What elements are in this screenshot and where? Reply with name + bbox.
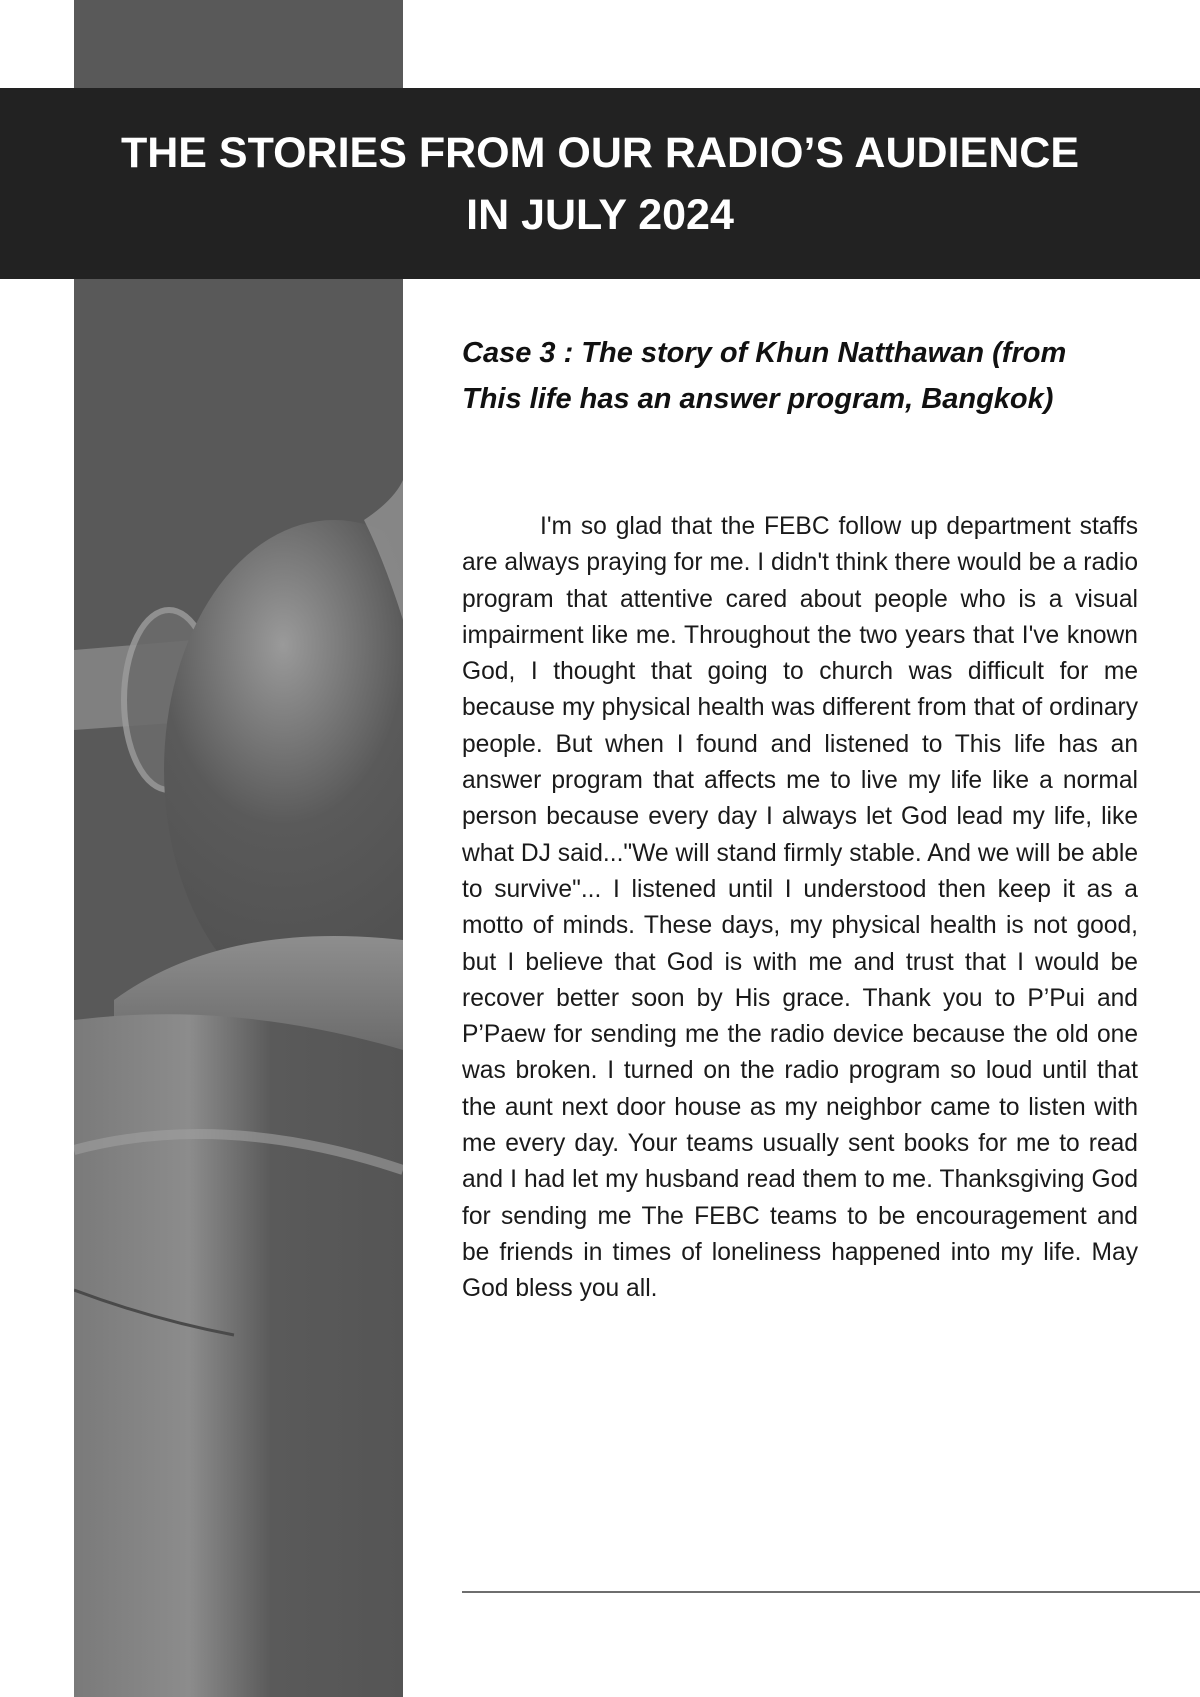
page-title-line-2: IN JULY 2024 [466,190,734,239]
case-title-line-2: This life has an answer program, Bangkok) [462,383,1054,415]
footer-divider [462,1591,1200,1593]
case-title [462,330,1162,422]
story-body: I'm so glad that the FEBC follow up department staffs are always praying for me. I didn't think there would be a radio program that attentive cared about people who is a visual impairment like me. Throughout the two years that I've known God, I thought that going to church was difficult for me because my physical health was different from that of ordinary people. But when I found and listened to This life has an answer program that affects me to live my life like a normal person because every day I always let God lead my life, like what DJ said..."We will stand firmly stable. And we will be able to survive"... I listened until I understood then keep it as a motto of minds. These days, my physical health is not good, but I believe that God is with me and trust that I would be recover better soon by His grace. Thank you to P’Pui and P’Paew for sending me the radio device because the old one was broken. I turned on the radio program so loud until that the aunt next door house as my neighbor came to listen with me every day. Your teams usually sent books for me to read and I had let my husband read them to me. Thanksgiving God for sending me The FEBC teams to be encouragement and be friends in times of loneliness happened into my life. May God bless you all. [462,513,1138,1303]
page-title-line-1: THE STORIES FROM OUR RADIO’S AUDIENCE [120,128,1079,177]
case-title-line-1: Case 3 : The story of Khun Natthawan (from [462,337,1067,369]
title-banner [0,88,1200,279]
